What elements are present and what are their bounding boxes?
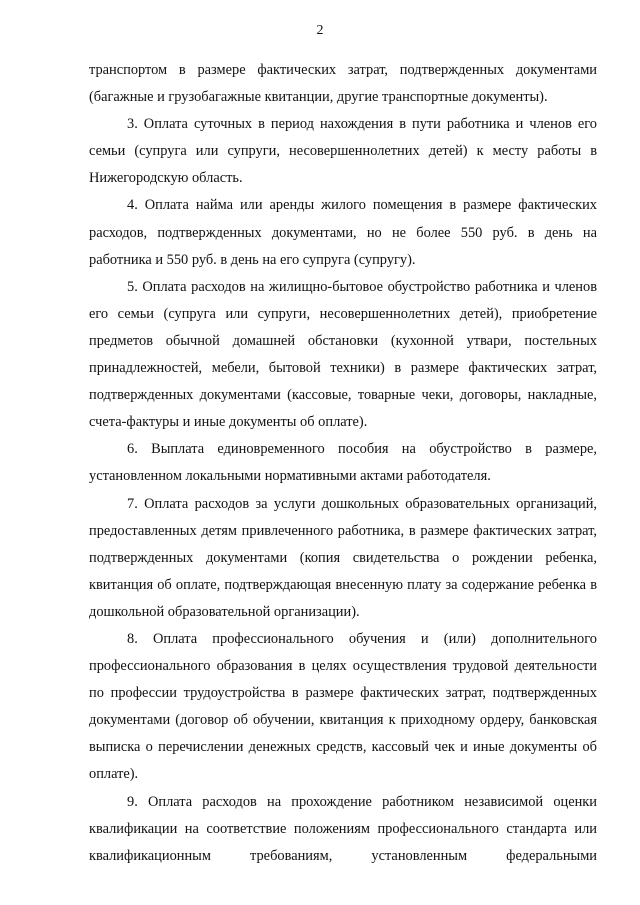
paragraph-item-4: 4. Оплата найма или аренды жилого помещения в размере фактических расходов, подтвержденных документами, но не более 550 руб. в день на работника и 550 руб. в день на его супруга (супругу). [89, 197, 597, 268]
paragraph-item-3: 3. Оплата суточных в период нахождения в пути работника и членов его семьи (супруга или супруги, несовершеннолетних детей) к месту работы в Нижегородскую область. [89, 116, 597, 187]
paragraph-item-9: 9. Оплата расходов на прохождение работником независимой оценки квалификации на соответствие положениям профессионального стандарта или квалификационным требованиям, установленным федеральными [89, 793, 597, 864]
document-body [89, 57, 597, 870]
paragraph-item-7: 7. Оплата расходов за услуги дошкольных образовательных организаций, предоставленных детям привлеченного работника, в размере фактических затрат, подтвержденных документами (копия свидетельства о рождении ребенка, квитанция об оплате, подтверждающая внесенную плату за содержание ребенка в дошкольной образовательной организации). [89, 495, 597, 620]
page-number: 2 [316, 23, 324, 38]
paragraph-item-8: 8. Оплата профессионального обучения и (или) дополнительного профессионального образования в целях осуществления трудовой деятельности по профессии трудоустройства в размере фактических затрат, подтвержденных документами (договор об обучении, квитанция к приходному ордеру, банковская выписка о перечислении денежных средств, кассовый чек и иные документы об оплате). [89, 630, 597, 783]
paragraph-continuation: транспортом в размере фактических затрат, подтвержденных документами (багажные и грузобагажные квитанции, другие транспортные документы). [89, 62, 597, 106]
paragraph-item-5: 5. Оплата расходов на жилищно-бытовое обустройство работника и членов его семьи (супруга или супруги, несовершеннолетних детей), приобретение предметов обычной домашней обстановки (кухонной утвари, постельных принадлежностей, мебели, бытовой техники) в размере фактических затрат, подтвержденных документами (кассовые, товарные чеки, договоры, накладные, счета-фактуры и иные документы об оплате). [89, 278, 597, 431]
paragraph-item-6: 6. Выплата единовременного пособия на обустройство в размере, установленном локальными нормативными актами работодателя. [89, 441, 597, 485]
